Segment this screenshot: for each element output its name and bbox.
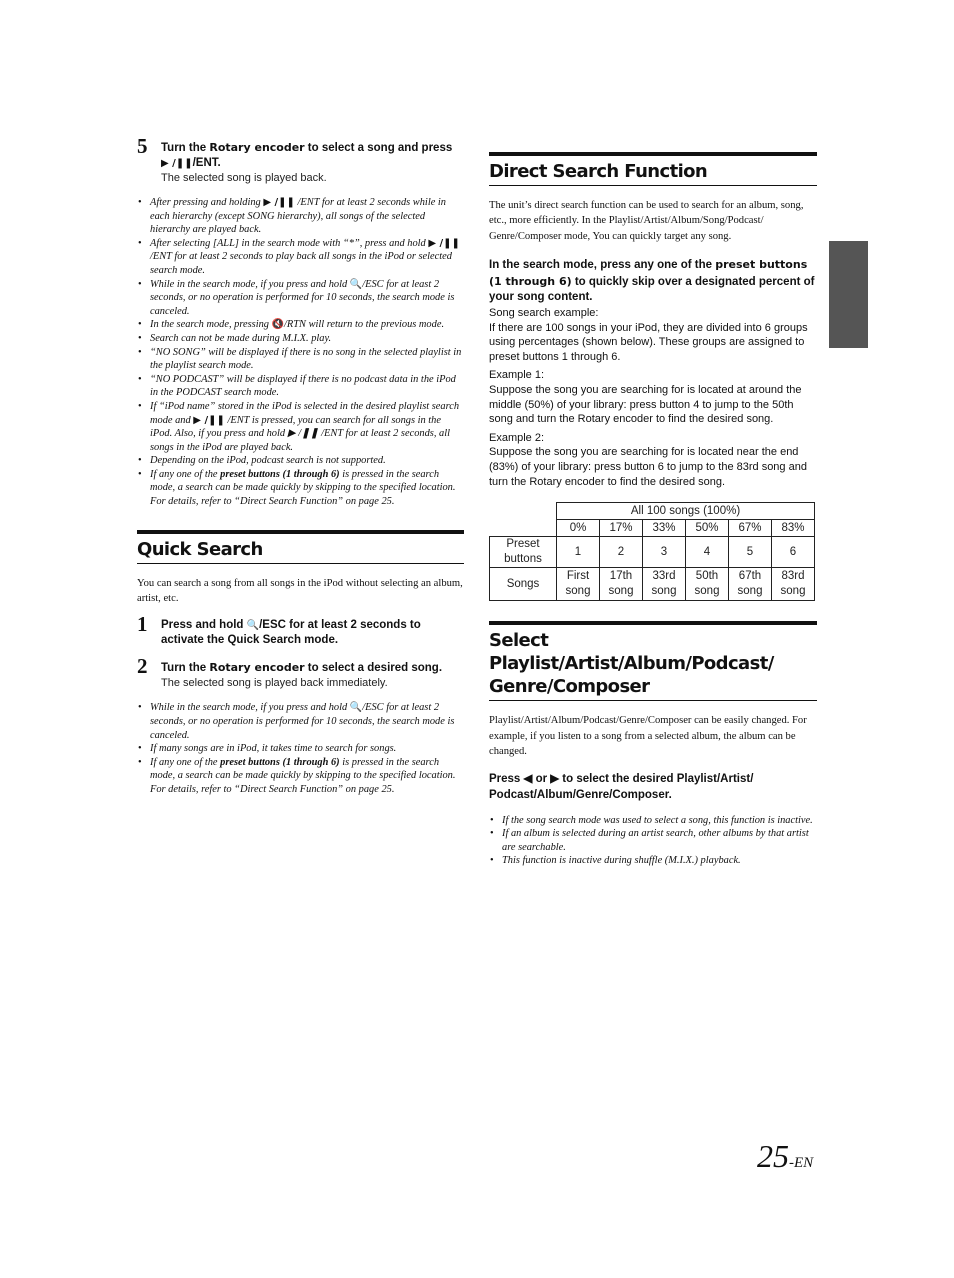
preset-buttons-label: preset buttons (1 through 6) <box>489 258 808 288</box>
note-item: • While in the search mode, if you press and hold 🔍/ESC for at least 2 seconds, or no operation is performed for 10 seconds, the search mode is canceled. <box>137 278 464 319</box>
table-cell: 5 <box>729 537 772 568</box>
note-item: • If “iPod name” stored in the iPod is selected in the desired playlist search mode and ▶ /❚❚ /ENT is pressed, you can search for all songs in the iPod. Also, if you press and hold ▶ /❚❚ /ENT for at least 2 seconds, all songs in the iPod are played back. <box>137 400 464 454</box>
note-item: • If many songs are in iPod, it takes time to search for songs. <box>137 742 464 756</box>
direct-search-heading: Direct Search Function <box>489 152 817 186</box>
table-cell: 6 <box>772 537 815 568</box>
example-2-label: Example 2: <box>489 431 545 444</box>
step-number: 5 <box>137 134 148 158</box>
row-label: Songs <box>490 568 557 601</box>
table-cell: 67th song <box>729 568 772 601</box>
note-item: • In the search mode, pressing 🔇/RTN will return to the previous mode. <box>137 318 464 332</box>
mute-icon: 🔇 <box>271 319 285 331</box>
example-text: If there are 100 songs in your iPod, they are divided into 6 groups using percentages (shown below). These groups are assigned to preset buttons 1 through 6. <box>489 321 808 363</box>
note-item: • Search can not be made during M.I.X. play. <box>137 332 464 346</box>
note-item: • While in the search mode, if you press and hold 🔍/ESC for at least 2 seconds, or no operation is performed for 10 seconds, the search mode is canceled. <box>137 701 464 742</box>
note-item: • If any one of the preset buttons (1 through 6) is pressed in the search mode, a search can be made quickly by skipping to the specified location. For details, refer to “Direct Search Function” on page 25. <box>137 468 464 509</box>
table-cell: 33rd song <box>643 568 686 601</box>
select-instruction: Press ◀ or ▶ to select the desired Playlist/Artist/ Podcast/Album/Genre/Composer. <box>489 773 754 801</box>
table-cell: 4 <box>686 537 729 568</box>
quick-search-intro: You can search a song from all songs in the iPod without selecting an album, artist, etc. <box>137 577 463 605</box>
table-cell: 1 <box>557 537 600 568</box>
table-cell: 50% <box>686 520 729 537</box>
search-icon: 🔍 <box>349 278 363 290</box>
note-item: • “NO PODCAST” will be displayed if there is no podcast data in the iPod in the PODCAST search mode. <box>137 373 464 400</box>
table-cell: 50th song <box>686 568 729 601</box>
note-item: • Depending on the iPod, podcast search is not supported. <box>137 454 464 468</box>
table-cell: 0% <box>557 520 600 537</box>
table-cell: 17th song <box>600 568 643 601</box>
table-header: All 100 songs (100%) <box>557 503 815 520</box>
section-tab <box>829 241 868 348</box>
notes-list <box>137 196 464 509</box>
example-2-text: Suppose the song you are searching for is located near the end (83%) of your library: press button 6 to jump to the 83rd song and turn the Rotary encoder to find the desired song. <box>489 446 807 488</box>
play-pause-icon: ▶ /❚❚ <box>161 158 193 169</box>
step-instruction: Turn the Rotary encoder to select a desired song. <box>161 661 443 675</box>
table-cell: 33% <box>643 520 686 537</box>
notes-list <box>489 814 817 868</box>
step-result: The selected song is played back. <box>161 172 327 184</box>
table-cell: 17% <box>600 520 643 537</box>
example-label: Song search example: <box>489 307 599 319</box>
note-item: • If an album is selected during an artist search, other albums by that artist are searchable. <box>489 827 817 854</box>
step-result: The selected song is played back immediately. <box>161 677 388 690</box>
row-label: Preset buttons <box>490 537 557 568</box>
table-cell: 67% <box>729 520 772 537</box>
example-1-text: Suppose the song you are searching for is located at around the middle (50%) of your library: press button 4 to jump to the 50th song and turn the Rotary encoder to find the desired song. <box>489 383 802 426</box>
table-cell: 83rd song <box>772 568 815 601</box>
search-icon: 🔍 <box>349 702 363 714</box>
table-row <box>490 520 815 537</box>
page-number: 25-EN <box>757 1138 814 1174</box>
play-pause-icon: ▶ /❚❚ <box>193 414 225 426</box>
step-1 <box>137 612 464 648</box>
table-cell: 2 <box>600 537 643 568</box>
notes-list <box>137 701 464 796</box>
step-number: 2 <box>137 654 148 679</box>
play-pause-icon: ▶ /❚❚ <box>263 197 295 208</box>
table-cell: 3 <box>643 537 686 568</box>
table-row <box>490 537 815 568</box>
play-pause-icon: ▶ /❚❚ <box>428 237 460 249</box>
step-instruction: Press and hold 🔍/ESC for at least 2 seconds to activate the Quick Search mode. <box>161 619 421 647</box>
right-column <box>489 152 817 868</box>
note-item: • This function is inactive during shuffle (M.I.X.) playback. <box>489 854 817 868</box>
rotary-encoder-label: Rotary encoder <box>209 141 305 154</box>
note-item: • If the song search mode was used to select a song, this function is inactive. <box>489 814 817 828</box>
left-column <box>137 134 464 797</box>
note-item: • If any one of the preset buttons (1 through 6) is pressed in the search mode, a search can be made quickly by skipping to the specified location. For details, refer to “Direct Search Function” on page 25. <box>137 756 464 797</box>
note-item: • “NO SONG” will be displayed if there is no song in the selected playlist in the playlist search mode. <box>137 346 464 373</box>
step-number: 1 <box>137 612 148 637</box>
table-row <box>490 568 815 601</box>
table-cell: 83% <box>772 520 815 537</box>
preset-buttons-label: preset buttons (1 through 6) <box>220 468 340 480</box>
direct-search-intro: The unit’s direct search function can be used to search for an album, song, etc., more efficiently. In the Playlist/Artist/Album/Song/Podcast/ Genre/Composer mode, You can quickly target any song. <box>489 200 804 242</box>
step-5 <box>137 134 464 186</box>
rotary-encoder-label: Rotary encoder <box>209 661 305 675</box>
note-item: • After pressing and holding ▶ /❚❚ /ENT for at least 2 seconds while in each hierarchy (except SONG hierarchy), all songs of the selected hierarchy are played back. <box>137 196 464 237</box>
step-2 <box>137 654 464 691</box>
example-1-label: Example 1: <box>489 369 545 382</box>
direct-search-instruction: In the search mode, press any one of the preset buttons (1 through 6) to quickly skip over a designated percent of your song content. <box>489 258 815 304</box>
step-instruction: Turn the Rotary encoder to select a song and press ▶ /❚❚/ENT. <box>161 141 453 169</box>
search-icon: 🔍 <box>246 620 260 632</box>
select-heading: Select Playlist/Artist/Album/Podcast/ Genre/Composer <box>489 621 817 701</box>
note-item: • After selecting [ALL] in the search mode with “*”, press and hold ▶ /❚❚ /ENT for at least 2 seconds to play back all songs in the iPod or selected search mode. <box>137 237 464 278</box>
table-cell: First song <box>557 568 600 601</box>
select-intro: Playlist/Artist/Album/Podcast/Genre/Composer can be easily changed. For example, if you listen to a song from a selected album, the album can be changed. <box>489 715 807 757</box>
song-groups-table <box>489 502 815 601</box>
preset-buttons-label: preset buttons (1 through 6) <box>220 756 340 768</box>
quick-search-heading: Quick Search <box>137 530 464 564</box>
